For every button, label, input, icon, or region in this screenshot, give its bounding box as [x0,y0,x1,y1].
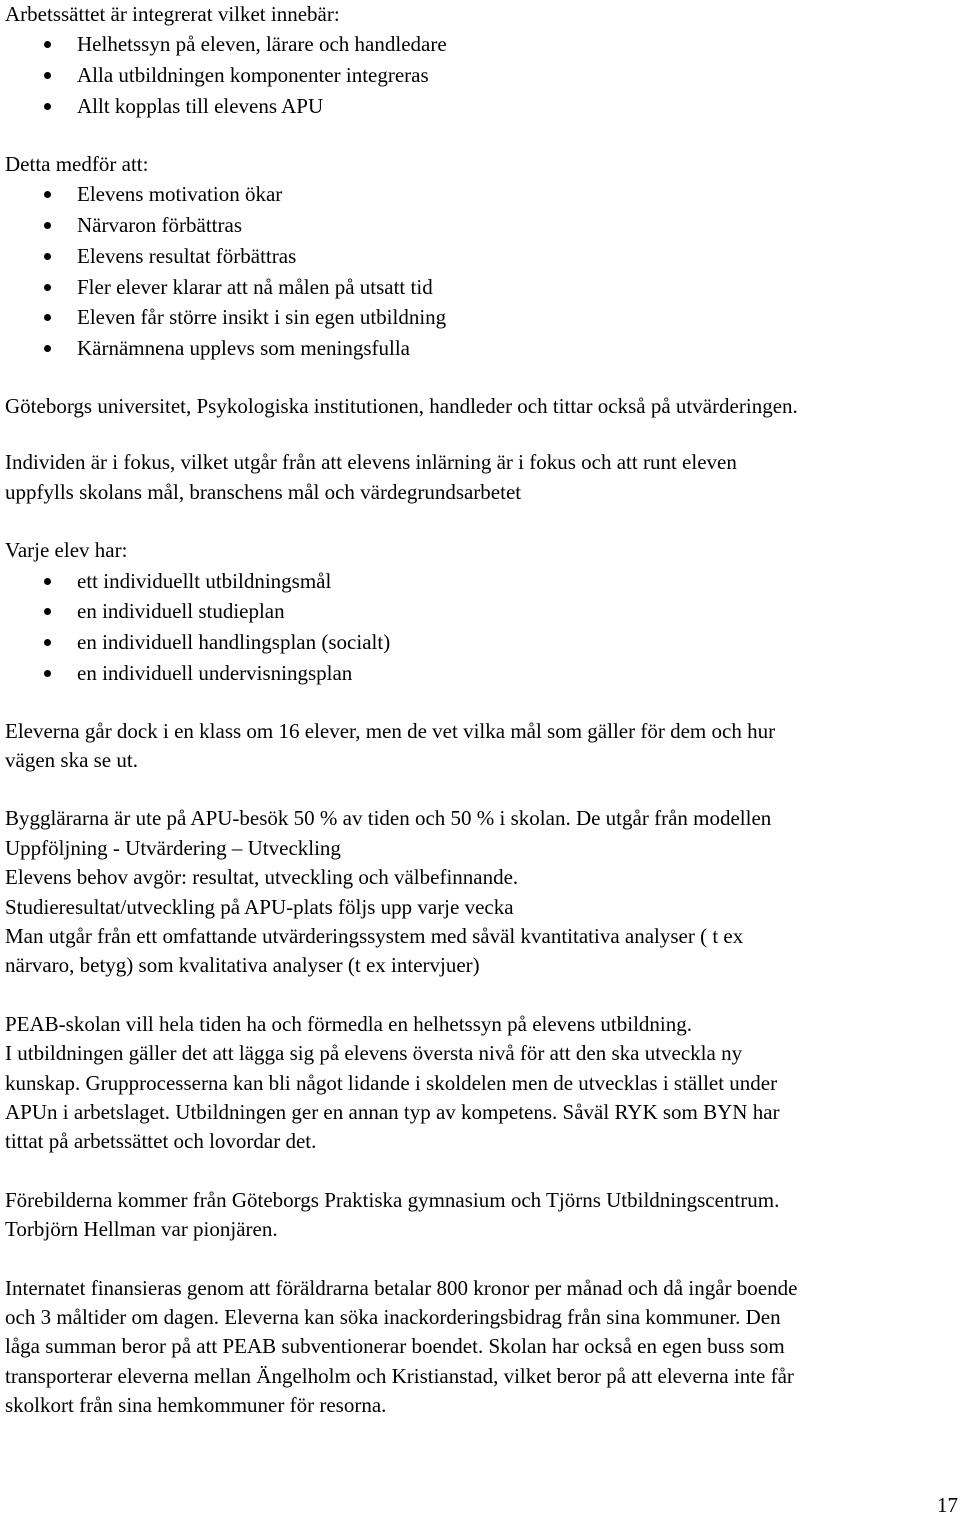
bullet-icon [44,41,51,48]
list-item: en individuell handlingsplan (socialt) [5,627,960,658]
section1-bullet-list [5,29,960,121]
bullet-icon [44,345,51,352]
list-item: Kärnämnena upplevs som meningsfulla [5,333,960,364]
list-item: Fler elever klarar att nå målen på utsatt tid [5,272,960,303]
bullet-icon [44,284,51,291]
list-item: en individuell studieplan [5,596,960,627]
list-item: Eleven får större insikt i sin egen utbildning [5,302,960,333]
list-item: Elevens motivation ökar [5,179,960,210]
paragraph-goteborg: Göteborgs universitet, Psykologiska institutionen, handleder och tittar också på utvärderingen. [5,393,798,418]
bullet-icon [44,608,51,615]
list-item: Närvaron förbättras [5,210,960,241]
section2-intro: Detta medför att: [5,151,149,176]
bullet-icon [44,191,51,198]
list-item: Alla utbildningen komponenter integreras [5,60,960,91]
bullet-icon [44,253,51,260]
paragraph-individen: Individen är i fokus, vilket utgår från att elevens inlärning är i fokus och att runt eleven uppfylls skolans mål, branschens mål och värdegrundsarbetet [5,450,737,504]
bullet-icon [44,578,51,585]
bullet-icon [44,103,51,110]
list-item: en individuell undervisningsplan [5,658,960,689]
paragraph-klass: Eleverna går dock i en klass om 16 elever, men de vet vilka mål som gäller för dem och hur vägen ska se ut. [5,718,776,773]
bullet-icon [44,639,51,646]
document-page [5,0,960,1421]
paragraph-internat: Internatet finansieras genom att föräldrarna betalar 800 kronor per månad och då ingår boende och 3 måltider om dagen. Eleverna kan söka inackorderingsbidrag från sina kommuner. Den låga summan beror på att PEAB subventionerar boendet. Skolan har också en egen buss som transporterar eleverna mellan Ängelholm och Kristianstad, vilket beror på att eleverna inte får skolkort från sina hemkommuner för resorna. [5,1275,798,1418]
list-item: Allt kopplas till elevens APU [5,91,960,122]
paragraph-bygg: Bygglärarna är ute på APU-besök 50 % av tiden och 50 % i skolan. De utgår från modellen Uppföljning - Utvärdering – Utveckling Elevens behov avgör: resultat, utveckling och välbefinnande. Studieresultat/utveckling på APU-plats följs upp varje vecka Man utgår från ett omfattande utvärderingssystem med såväl kvantitativa analyser ( t ex närvaro, betyg) som kvalitativa analyser (t ex intervjuer) [5,806,772,978]
list-item: Elevens resultat förbättras [5,241,960,272]
list-item: ett individuellt utbildningsmål [5,566,960,597]
page-number: 17 [937,1493,958,1517]
section3-bullet-list [5,566,960,689]
list-item: Helhetssyn på eleven, lärare och handledare [5,29,960,60]
bullet-icon [44,314,51,321]
paragraph-peab: PEAB-skolan vill hela tiden ha och förmedla en helhetssyn på elevens utbildning. I utbildningen gäller det att lägga sig på elevens översta nivå för att den ska utveckla ny kunskap. Grupprocesserna kan bli något lidande i skoldelen men de utvecklas i stället under APUn i arbetslaget. Utbildningen ger en annan typ av kompetens. Såväl RYK som BYN har tittat på arbetssättet och lovordar det. [5,1011,780,1154]
paragraph-forebild: Förebilderna kommer från Göteborgs Praktiska gymnasium och Tjörns Utbildningscentrum. Torbjörn Hellman var pionjären. [5,1187,780,1242]
section2-bullet-list [5,179,960,364]
bullet-icon [44,222,51,229]
bullet-icon [44,72,51,79]
section3-intro: Varje elev har: [5,538,128,563]
bullet-icon [44,670,51,677]
section1-intro: Arbetssättet är integrerat vilket innebär: [5,2,340,26]
